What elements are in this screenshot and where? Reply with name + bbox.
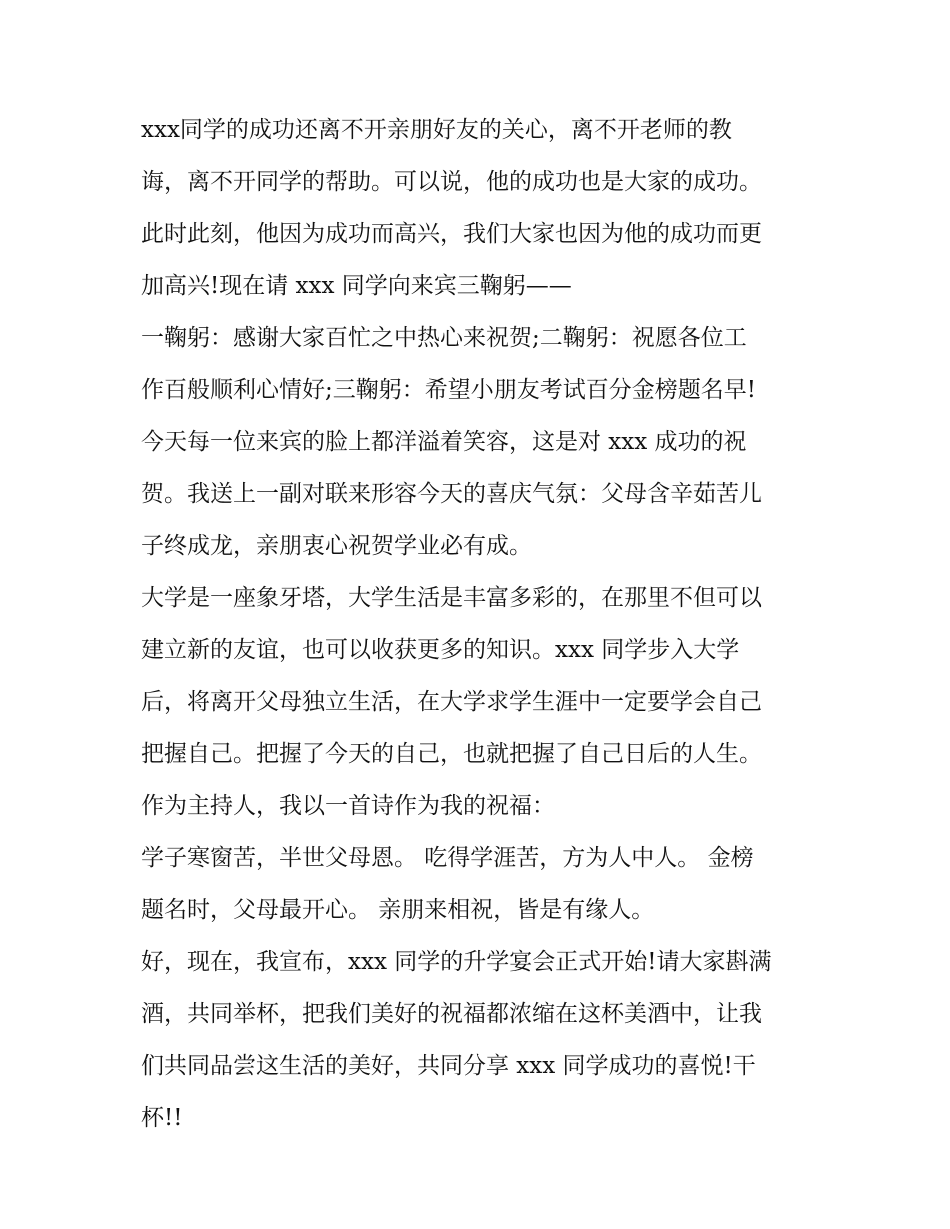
text-line-6: 作百般顺利心情好;三鞠躬：希望小朋友考试百分金榜题名早! <box>141 377 756 403</box>
text-line-18: 酒，共同举杯，把我们美好的祝福都浓缩在这杯美酒中，让我 <box>141 1001 762 1027</box>
text-line-8: 贺。我送上一副对联来形容今天的喜庆气氛：父母含辛茹苦儿 <box>141 481 762 507</box>
text-line-20: 杯!! <box>141 1105 183 1131</box>
text-line-11: 建立新的友谊，也可以收获更多的知识。xxx 同学步入大学 <box>141 637 740 663</box>
text-line-2: 诲，离不开同学的帮助。可以说，他的成功也是大家的成功。 <box>141 169 762 195</box>
text-line-15: 学子寒窗苦，半世父母恩。 吃得学涯苦，方为人中人。 金榜 <box>141 845 754 871</box>
text-line-5: 一鞠躬：感谢大家百忙之中热心来祝贺;二鞠躬：祝愿各位工 <box>141 325 747 351</box>
text-line-17: 好，现在，我宣布，xxx 同学的升学宴会正式开始!请大家斟满 <box>141 949 772 975</box>
text-line-14: 作为主持人，我以一首诗作为我的祝福： <box>141 793 555 819</box>
text-line-7: 今天每一位来宾的脸上都洋溢着笑容，这是对 xxx 成功的祝 <box>141 429 747 455</box>
text-line-19: 们共同品尝这生活的美好，共同分享 xxx 同学成功的喜悦!干 <box>141 1053 756 1079</box>
text-line-12: 后，将离开父母独立生活，在大学求学生涯中一定要学会自己 <box>141 689 762 715</box>
text-line-10: 大学是一座象牙塔，大学生活是丰富多彩的，在那里不但可以 <box>141 585 762 611</box>
document-body <box>141 110 816 1138</box>
text-line-1: xxx同学的成功还离不开亲朋好友的关心，离不开老师的教 <box>141 117 732 143</box>
text-line-16: 题名时，父母最开心。 亲朋来相祝，皆是有缘人。 <box>141 897 655 923</box>
text-line-13: 把握自己。把握了今天的自己，也就把握了自己日后的人生。 <box>141 741 762 767</box>
text-line-9: 子终成龙，亲朋衷心祝贺学业必有成。 <box>141 533 532 559</box>
text-line-3: 此时此刻，他因为成功而高兴，我们大家也因为他的成功而更 <box>141 221 762 247</box>
text-line-4: 加高兴!现在请 xxx 同学向来宾三鞠躬—— <box>141 273 572 299</box>
